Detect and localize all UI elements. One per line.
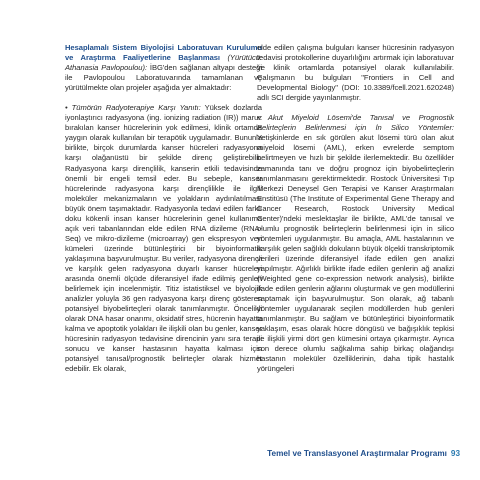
page-number: 93	[450, 449, 460, 458]
bullet-heading-aml: • Akut Miyeloid Lösemi'de Tanısal ve Prognostik Belirteçlerin Belirlenmesi için İn Silico Yöntemler:	[257, 113, 454, 133]
bullet-heading-radiotherapy: • Tümörün Radyoterapiye Karşı Yanıtı:	[65, 103, 201, 113]
radiotherapy-paragraph	[65, 103, 262, 374]
paragraph-gap	[65, 93, 262, 103]
continuation-paragraph: elde edilen çalışma bulguları kanser hücresinin radyasyon tedavisi protokollerine duyarlılığını artırmak için laboratuvar ve klinik ortamlarda potansiyel olarak kullanılabilir. Çalışmanın bu bulguları "Frontiers in Cell and Developmental Biology" (DOI: 10.3389/fcell.2021.620248) adlı SCI dergide yayınlanmıştır.	[257, 43, 454, 103]
paragraph-gap	[257, 103, 454, 113]
footer-title: Temel ve Translasyonel Araştırmalar Programı	[267, 449, 447, 458]
radiotherapy-text: Yüksek dozlarda iyonlaştırıcı radyasyona (ing. ionizing radiation (IR)) maruz bırakılan kanser hücrelerinin yok edilmesi, klinik ortamda yaygın olarak kullanılan bir terapötik uygulamadır. Bununla birlikte, birçok durumlarda kanser hücreleri radyasyona karşı olağanüstü bir şekilde direnç geliştirebilir. Radyasyona karşı dirençlilik, kanserin etkili tedavisinde önemli bir engeli temsil eder. Bu sebeple, kanser hücrelerinde radyasyona karşı dirençlilikle ile ilgili moleküler mekanizmaların ve yolakların aydınlatılması büyük önem taşımaktadır. Radyasyonla tedavi edilen farklı doku kökenli insan kanser hücrelerinin genel kullanıma açık veri tabanlarından elde edilen RNA dizileme (RNA-Seq) ve mikro-dizileme (microarray) gen ekspresyon veri kümeleri üzerinde bütünleştirici bir biyoinformatik yaklaşımına başvurulmuştur. Bu veriler, radyasyona dirençli ve karşılık gelen radyasyona duyarlı kanser hücreleri arasında önemli ölçüde diferansiyel ifade edilmiş genleri belirlemek için incelenmiştir. Titiz istatistiksel ve biyolojik analizler yoluyla 36 gen radyasyona karşı direnç gösteren potansiyel biyobelirteçleri olarak tanımlanmıştır. Öncelikli olarak DNA hasar onarımı, oksidatif stres, hücrenin hayatta kalma ve apoptotik yolakları ile ilişkili olan bu genler, kanser hücresinin radyasyon tedavisine direncinin yanı sıra terapi sonucu ve kanser hastasının hayatta kalması için potansiyel tanısal/prognostik belirteçler olarak hizmet edebilir. Ek olarak,	[65, 103, 262, 374]
aml-paragraph	[257, 113, 454, 374]
page-footer	[257, 449, 460, 458]
section-heading: Hesaplamalı Sistem Biyolojisi Laboratuvarı Kurulumu ve Araştırma Faaliyetlerine Başlanması	[65, 43, 262, 63]
intro-paragraph	[65, 43, 262, 93]
aml-text: Yetişkinlerde en sık görülen akut lösemi türü olan akut miyeloid lösemi (AML), erken evrelerde semptom belirtmeyen ve hızlı bir şekilde ilerlemektedir. Bu özellikler zamanında tanı ve doğru prognoz için biyobelirteçlerin tanımlanmasını gerektirmektedir. Rostock Üniversitesi Tıp Merkezi Deneysel Gen Terapisi ve Kanser Araştırmaları Enstitüsü (The Institute of Experimental Gene Therapy and Cancer Research, Rostock University Medical Center)'ndeki meslektaşlar ile birlikte, AML'de tanısal ve olumlu prognostik belirteçlerin belirlenmesi için in silico yöntemleri uygulanmıştır. Bu amaçla, AML hastalarının ve karşılık gelen sağlıklı dokuların büyük ölçekli transkriptomik verileri üzerinde diferansiyel ifade edilen gen analizi yapılmıştır. Ağırlıklı birlikte ifade edilen genlerin ağ analizi (Weighted gene co-expression network analysis), birlikte ifade edilen genlerin ağlarını oluşturmak ve gen modüllerini saptamak için başvurulmuştur. Son olarak, ağ tabanlı yöntemler uygulanarak seçilen modüllerden hub genleri tanımlanmıştır. Bu sağlam ve bütünleştirici biyoinformatik yaklaşım, esas olarak hücre döngüsü ve bağışıklık tepkisi ile ilişkili yirmi dört gen kümesini ortaya çıkarmıştır. Ayrıca son derece olumlu sağkalıma sahip birkaç olağandışı hastanın moleküler özelliklerinin, daha tipik hastalık yörüngeleri	[257, 133, 454, 374]
section-heading-lead: (Yürütücü: Athanasia Pavlopoulou):	[65, 53, 262, 73]
intro-text: İBG'den sağlanan altyapı desteği ile Pavlopoulou Laboratuvarında tamamlanan ve yürütülmekte olan projeler aşağıda yer almaktadır:	[65, 63, 262, 93]
left-column	[65, 43, 262, 375]
right-column	[257, 43, 454, 375]
